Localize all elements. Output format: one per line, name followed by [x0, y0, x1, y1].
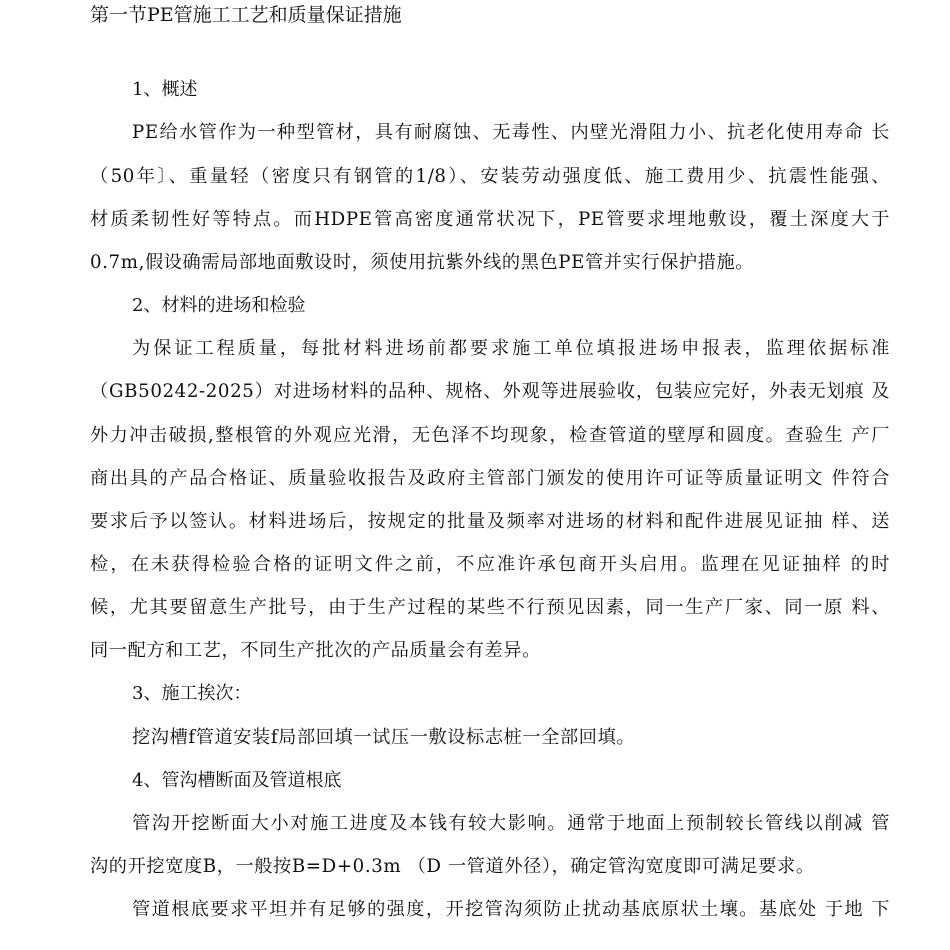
- paragraph-line: （50年〕、重量轻（密度只有钢管的1/8）、安装劳动强度低、施工费用少、抗震性能强、: [90, 166, 890, 187]
- paragraph-line: 商出具的产品合格证、质量验收报告及政府主管部门颁发的使用许可证等质量证明文 件符合: [90, 468, 890, 489]
- heading-sequence: 3、施工挨次：: [132, 683, 252, 704]
- paragraph-line: 管道根底要求平坦并有足够的强度，开挖管沟须防止扰动基底原状土壤。基底处 于地 下: [132, 899, 890, 920]
- section-title: 第一节PE管施工工艺和质量保证措施: [90, 4, 402, 26]
- paragraph-line: 为保证工程质量，每批材料进场前都要求施工单位填报进场申报表，监理依据标准: [132, 338, 890, 359]
- paragraph-line: 材质柔韧性好等特点。而HDPE管高密度通常状况下，PE管要求埋地敷设，覆土深度大于: [90, 209, 890, 230]
- heading-materials: 2、材料的进场和检验: [132, 295, 306, 316]
- heading-trench: 4、管沟槽断面及管道根底: [132, 770, 342, 791]
- heading-overview: 1、概述: [132, 79, 198, 100]
- paragraph-line: 外力冲击破损,整根管的外观应光滑，无色泽不均现象，检查管道的壁厚和圆度。查验生 产厂: [90, 425, 890, 446]
- paragraph-line: 0.7m,假设确需局部地面敷设时，须使用抗紫外线的黑色PE管并实行保护措施。: [90, 252, 755, 273]
- paragraph-line: 管沟开挖断面大小对施工进度及本钱有较大影响。通常于地面上预制较长管线以削减 管: [132, 813, 890, 834]
- paragraph-line: 同一配方和工艺，不同生产批次的产品质量会有差异。: [90, 640, 541, 661]
- paragraph-line: 挖沟槽f管道安装f局部回填一试压一敷设标志桩一全部回填。: [132, 727, 636, 748]
- paragraph-line: 候，尤其要留意生产批号，由于生产过程的某些不行预见因素，同一生产厂家、同一原 料、: [90, 597, 890, 618]
- paragraph-line: 沟的开挖宽度B，一般按B=D+0.3m （D 一管道外径），确定管沟宽度即可满足要求。: [90, 856, 815, 877]
- paragraph-line: PE给水管作为一种型管材，具有耐腐蚀、无毒性、内壁光滑阻力小、抗老化使用寿命 长: [132, 122, 890, 143]
- paragraph-line: 要求后予以签认。材料进场后，按规定的批量及频率对进场的材料和配件进展见证抽 样、送: [90, 511, 890, 532]
- paragraph-line: （GB50242-2025）对进场材料的品种、规格、外观等进展验收，包装应完好，外表无划痕 及: [90, 381, 890, 402]
- paragraph-line: 检，在未获得检验合格的证明文件之前，不应准许承包商开头启用。监理在见证抽样 的时: [90, 554, 890, 575]
